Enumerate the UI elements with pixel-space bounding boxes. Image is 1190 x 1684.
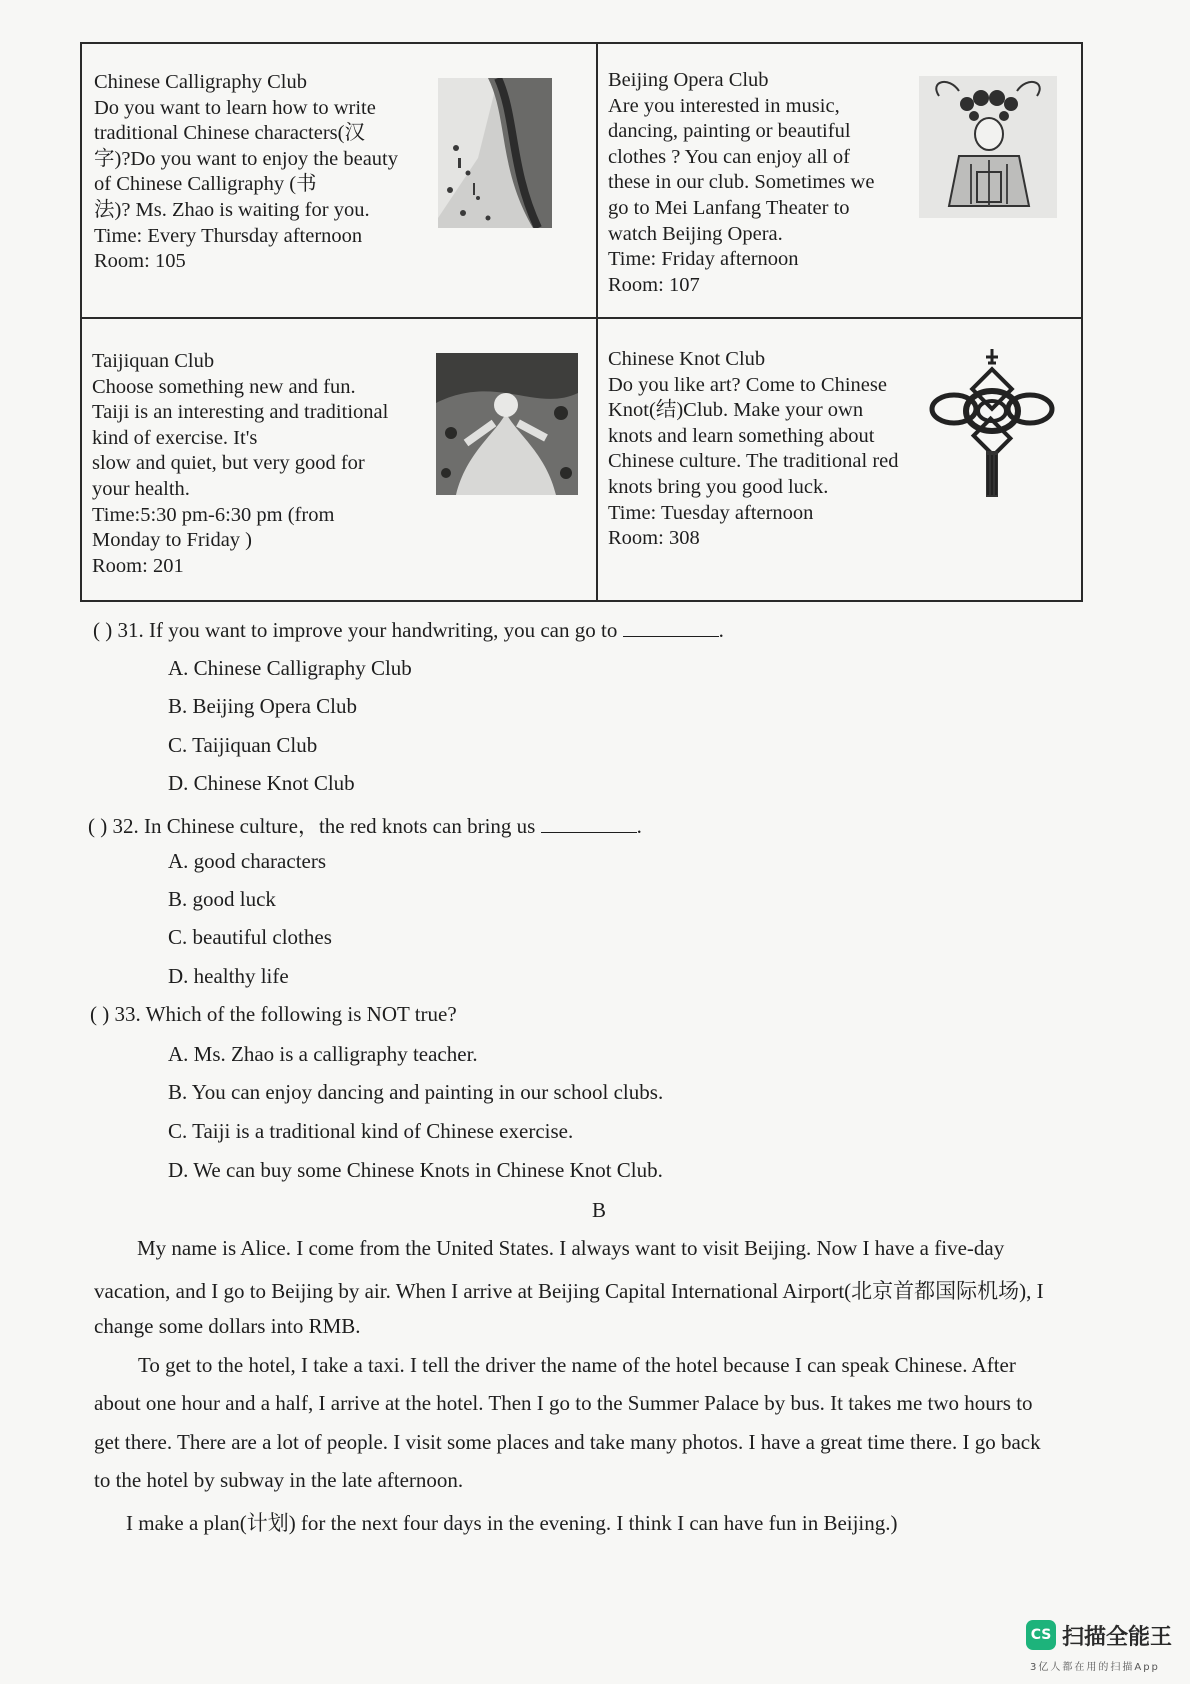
chinese-knot-club-text: Chinese Knot Club Do you like art? Come to Chinese Knot(结)Club. Make your own knots and learn something about Chinese culture. The traditional red knots bring you good luck. Time: Tuesday afternoon Room: 308 [608, 348, 899, 550]
beijing-opera-club-cell [598, 44, 1083, 319]
option-33-a[interactable]: A. Ms. Zhao is a calligraphy teacher. [168, 1042, 478, 1066]
answer-paren[interactable]: ( ) [88, 814, 108, 838]
passage-line: My name is Alice. I come from the United States. I always want to visit Beijing. Now I have a five-day [137, 1236, 1005, 1260]
answer-paren[interactable]: ( ) [90, 1002, 110, 1026]
watermark-tagline: 3亿人都在用的扫描App [1030, 1662, 1160, 1673]
question-33 [90, 1002, 457, 1027]
question-stem: 33. Which of the following is NOT true? [114, 1002, 457, 1026]
beijing-opera-figure [919, 76, 1057, 218]
taijiquan-club-text: Taijiquan Club Choose something new and fun. Taiji is an interesting and traditional kind of exercise. It's slow and quiet, but very good for your health. Time:5:30 pm-6:30 pm (from Monday to Friday ) Room: 201 [92, 350, 389, 577]
passage-line: about one hour and a half, I arrive at the hotel. Then I go to the Summer Palace by bus. It takes me two hours to [94, 1391, 1033, 1415]
option-32-a[interactable]: A. good characters [168, 849, 327, 873]
question-stem: 31. If you want to improve your handwriting, you can go to [117, 618, 618, 642]
option-33-b[interactable]: B. You can enjoy dancing and painting in our school clubs. [168, 1080, 664, 1104]
option-32-b[interactable]: B. good luck [168, 887, 276, 911]
passage-line: To get to the hotel, I take a taxi. I tell the driver the name of the hotel because I can speak Chinese. After [138, 1353, 1016, 1377]
calligraphy-club-text: Chinese Calligraphy Club Do you want to learn how to write traditional Chinese characters(汉 字)?Do you want to enjoy the beauty of Chinese Calligraphy (书 法)? Ms. Zhao is waiting for you. Time: Every Thursday afternoon Room: 105 [94, 71, 399, 273]
camscanner-logo-icon: CS [1026, 1620, 1056, 1650]
calligraphy-photo [438, 78, 552, 228]
passage-line: change some dollars into RMB. [94, 1314, 361, 1338]
option-32-d[interactable]: D. healthy life [168, 964, 289, 988]
club-table [80, 42, 1083, 602]
scanner-watermark [1026, 1618, 1176, 1674]
option-31-a[interactable]: A. Chinese Calligraphy Club [168, 656, 412, 680]
passage-line: to the hotel by subway in the late afternoon. [94, 1468, 464, 1492]
beijing-opera-club-text: Beijing Opera Club Are you interested in music, dancing, painting or beautiful clothes ? You can enjoy all of these in our club. Sometimes we go to Mei Lanfang Theater to watch Beijing Opera. Time: Friday afternoon Room: 107 [608, 69, 875, 296]
option-31-b[interactable]: B. Beijing Opera Club [168, 694, 357, 718]
option-31-d[interactable]: D. Chinese Knot Club [168, 771, 355, 795]
question-31: ( ) 31. If you want to improve your handwriting, you can go to . [93, 618, 724, 642]
calligraphy-club-cell [82, 44, 598, 319]
question-32: ( ) 32. In Chinese culture，the red knots can bring us . [88, 814, 642, 838]
watermark-app-name: 扫描全能王 [1062, 1625, 1173, 1650]
chinese-knot-club-cell [598, 319, 1083, 600]
passage-line: I make a plan(计划) for the next four days in the evening. I think I can have fun in Beijing.) [126, 1511, 898, 1535]
answer-paren[interactable]: ( ) [93, 618, 113, 642]
answer-blank[interactable] [541, 831, 637, 833]
taijiquan-club-cell [82, 319, 598, 600]
option-33-d[interactable]: D. We can buy some Chinese Knots in Chinese Knot Club. [168, 1158, 663, 1182]
taiji-photo [436, 353, 578, 495]
option-32-c[interactable]: C. beautiful clothes [168, 925, 332, 949]
answer-blank[interactable] [623, 635, 719, 637]
section-b-heading: B [592, 1198, 607, 1222]
passage-line: get there. There are a lot of people. I visit some places and take many photos. I have a great time there. I go back [94, 1430, 1041, 1454]
option-31-c[interactable]: C. Taijiquan Club [168, 733, 318, 757]
question-stem: 32. In Chinese culture，the red knots can bring us [112, 814, 536, 838]
chinese-knot [928, 349, 1056, 501]
option-33-c[interactable]: C. Taiji is a traditional kind of Chinese exercise. [168, 1119, 574, 1143]
passage-line: vacation, and I go to Beijing by air. When I arrive at Beijing Capital International Airport(北京首都国际机场), I [94, 1279, 1044, 1303]
